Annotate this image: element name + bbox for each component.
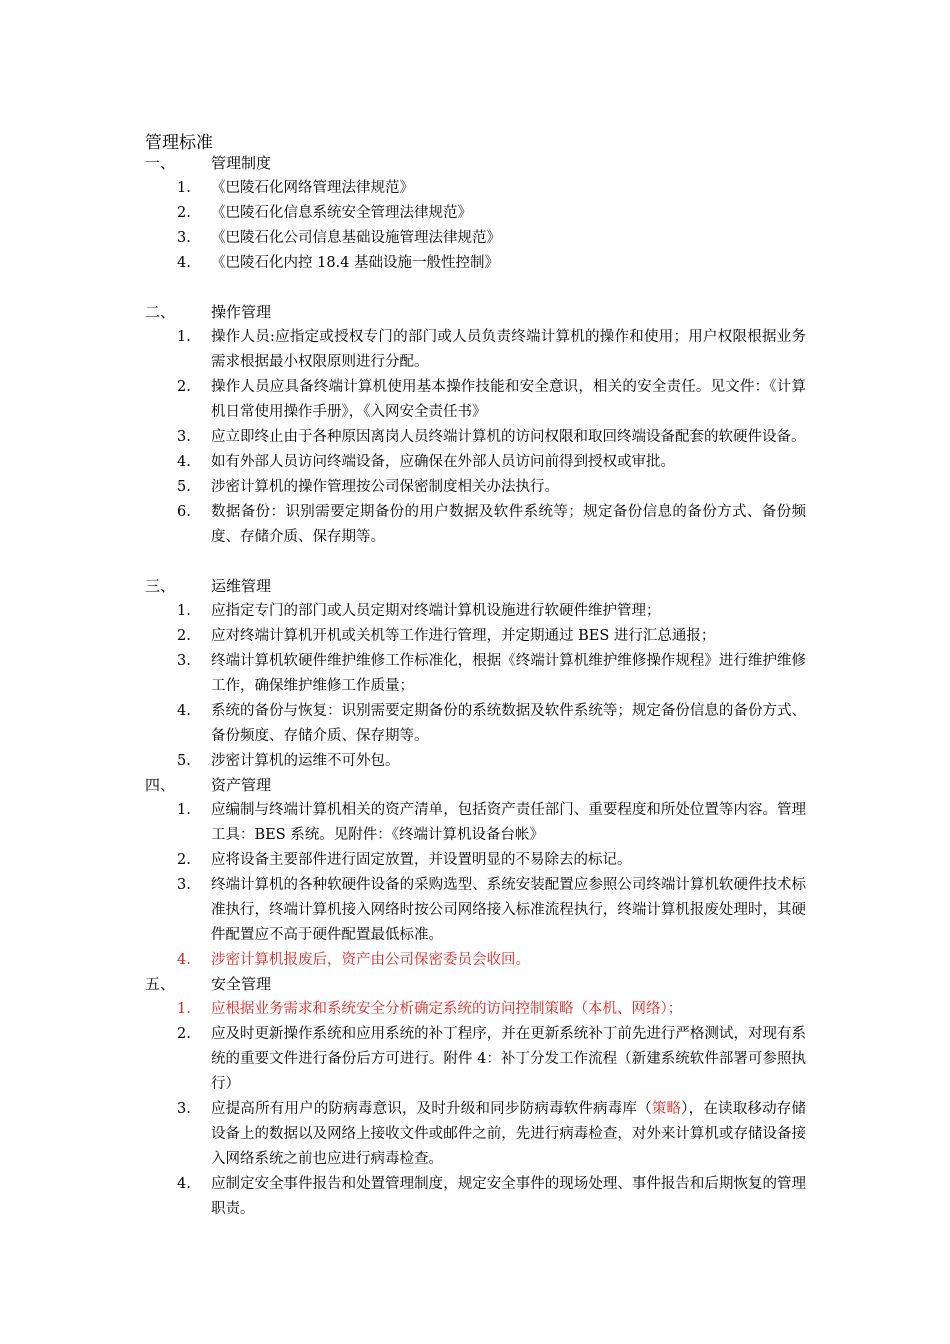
- section-number: 三、: [145, 577, 176, 595]
- item-text-part: 应提高所有用户的防病毒意识，及时升级和同步防病毒软件病毒库（: [211, 1101, 652, 1117]
- list-item: [145, 848, 845, 873]
- item-number: 3.: [177, 429, 191, 445]
- item-text: 终端计算机软硬件维护维修工作标准化，根据《终端计算机维护维修操作规程》进行维护维修工作，确保维护维修工作质量；: [211, 653, 806, 694]
- section-number: 二、: [145, 303, 176, 321]
- item-text: 涉密计算机报废后，资产由公司保密委员会收回。: [211, 952, 530, 968]
- section-maintenance-management: [145, 573, 845, 774]
- item-number: 4.: [177, 255, 191, 271]
- item-number: 5.: [177, 753, 191, 769]
- item-number: 2.: [177, 205, 191, 221]
- section-title: 管理制度: [211, 154, 272, 172]
- item-number: 4.: [177, 952, 191, 968]
- item-text: 《巴陵石化公司信息基础设施管理法律规范》: [211, 230, 501, 246]
- list-item: [145, 325, 845, 375]
- item-text: 应对终端计算机开机或关机等工作进行管理，并定期通过 BES 进行汇总通报；: [211, 628, 716, 644]
- item-number: 4.: [177, 703, 191, 719]
- list-item-highlighted: [145, 948, 845, 973]
- list-item: [145, 450, 845, 475]
- section-heading: [145, 573, 845, 599]
- list-item: [145, 749, 845, 774]
- section-heading: [145, 772, 845, 798]
- list-item: [145, 649, 845, 699]
- item-number: 4.: [177, 1176, 191, 1192]
- section-asset-management: [145, 772, 845, 973]
- item-text: 应编制与终端计算机相关的资产清单，包括资产责任部门、重要程度和所处位置等内容。管理工具：BES 系统。见附件：《终端计算机设备台帐》: [211, 802, 806, 843]
- document-title: 管理标准: [145, 133, 213, 153]
- list-item: [145, 176, 845, 201]
- list-item: [145, 624, 845, 649]
- item-text-part: ），在读取移动存储设备上的数据以及网络上接收文件或邮件之前，先进行病毒检查，对外来计算机或存储设备接入网络系统之前也应进行病毒检查。: [211, 1101, 807, 1167]
- item-text: 数据备份：识别需要定期备份的用户数据及软件系统等；规定备份信息的备份方式、备份频度、存储介质、保存期等。: [211, 504, 806, 545]
- list-item: [145, 599, 845, 624]
- item-text: [211, 1097, 806, 1172]
- item-text: 涉密计算机的操作管理按公司保密制度相关办法执行。: [211, 479, 559, 495]
- item-text: 终端计算机的各种软硬件设备的采购选型、系统安装配置应参照公司终端计算机软硬件技术标准执行，终端计算机接入网络时按公司网络接入标准流程执行，终端计算机报废处理时，其硬件配置应不高于硬件配置最低标准。: [211, 877, 806, 943]
- item-number: 3.: [177, 1101, 191, 1117]
- item-number: 2.: [177, 379, 191, 395]
- section-title: 运维管理: [211, 577, 272, 595]
- list-item: [145, 699, 845, 749]
- list-item: [145, 226, 845, 251]
- item-text: 系统的备份与恢复：识别需要定期备份的系统数据及软件系统等；规定备份信息的备份方式、备份频度、存储介质、保存期等。: [211, 703, 806, 744]
- item-number: 2.: [177, 628, 191, 644]
- section-number: 四、: [145, 776, 176, 794]
- item-text: 涉密计算机的运维不可外包。: [211, 753, 400, 769]
- item-text: 如有外部人员访问终端设备，应确保在外部人员访问前得到授权或审批。: [211, 454, 675, 470]
- section-number: 一、: [145, 154, 176, 172]
- list-item: [145, 375, 845, 425]
- item-number: 1.: [177, 603, 191, 619]
- section-operation-management: [145, 299, 845, 550]
- section-number: 五、: [145, 975, 176, 993]
- section-heading: [145, 299, 845, 325]
- item-text: 应指定专门的部门或人员定期对终端计算机设施进行软硬件维护管理；: [211, 603, 661, 619]
- section-title: 资产管理: [211, 776, 272, 794]
- section-heading: [145, 150, 845, 176]
- list-item: [145, 873, 845, 948]
- item-number: 4.: [177, 454, 191, 470]
- list-item: [145, 251, 845, 276]
- list-item: [145, 798, 845, 848]
- item-number: 3.: [177, 653, 191, 669]
- item-number: 1.: [177, 329, 191, 345]
- section-title: 安全管理: [211, 975, 272, 993]
- item-text: 《巴陵石化网络管理法律规范》: [211, 180, 414, 196]
- item-number: 1.: [177, 802, 191, 818]
- section-heading: [145, 971, 845, 997]
- list-item: [145, 201, 845, 226]
- item-text: 应及时更新操作系统和应用系统的补丁程序，并在更新系统补丁前先进行严格测试，对现有系统的重要文件进行备份后方可进行。附件 4：补丁分发工作流程（新建系统软件部署可参照执行）: [211, 1026, 806, 1092]
- item-text: 应立即终止由于各种原因离岗人员终端计算机的访问权限和取回终端设备配套的软硬件设备。: [211, 429, 806, 445]
- item-text: 应根据业务需求和系统安全分析确定系统的访问控制策略（本机、网络）；: [211, 1001, 683, 1017]
- list-item: [145, 500, 845, 550]
- section-management-system: [145, 150, 845, 276]
- list-item: [145, 1022, 845, 1097]
- item-text: 《巴陵石化内控 18.4 基础设施一般性控制》: [211, 255, 500, 271]
- section-security-management: [145, 971, 845, 1222]
- item-text: 应制定安全事件报告和处置管理制度，规定安全事件的现场处理、事件报告和后期恢复的管理职责。: [211, 1176, 806, 1217]
- item-text: 操作人员应具备终端计算机使用基本操作技能和安全意识，相关的安全责任。见文件：《计算机日常使用操作手册》，《入网安全责任书》: [211, 379, 806, 420]
- item-number: 1.: [177, 180, 191, 196]
- item-number: 3.: [177, 230, 191, 246]
- item-number: 5.: [177, 479, 191, 495]
- item-number: 1.: [177, 1001, 191, 1017]
- list-item: [145, 425, 845, 450]
- list-item: [145, 1172, 845, 1222]
- item-number: 3.: [177, 877, 191, 893]
- list-item-highlighted: [145, 997, 845, 1022]
- item-text: 操作人员:应指定或授权专门的部门或人员负责终端计算机的操作和使用；用户权限根据业务需求根据最小权限原则进行分配。: [211, 329, 806, 370]
- section-title: 操作管理: [211, 303, 272, 321]
- item-number: 2.: [177, 1026, 191, 1042]
- item-number: 2.: [177, 852, 191, 868]
- list-item: [145, 1097, 845, 1172]
- item-text-highlight: 策略: [651, 1101, 682, 1117]
- item-number: 6.: [177, 504, 191, 520]
- item-text: 《巴陵石化信息系统安全管理法律规范》: [211, 205, 472, 221]
- item-text: 应将设备主要部件进行固定放置，并设置明显的不易除去的标记。: [211, 852, 632, 868]
- list-item: [145, 475, 845, 500]
